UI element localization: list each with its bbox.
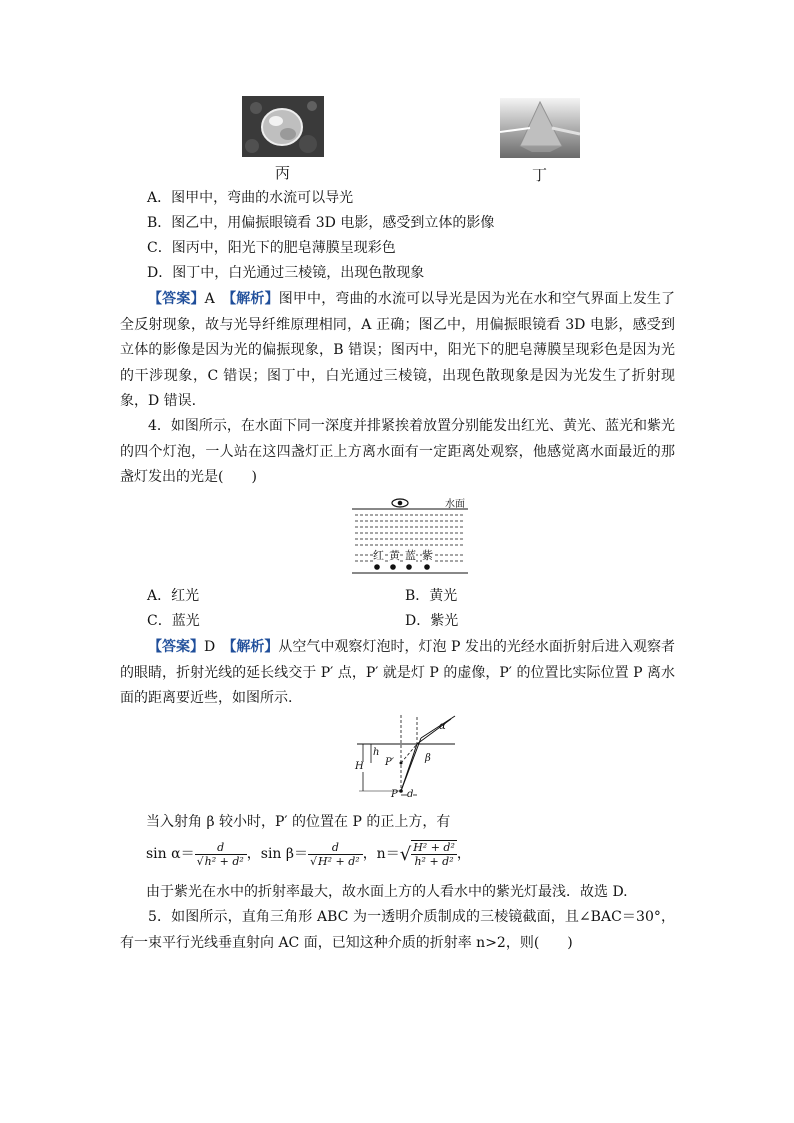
diagram-label-d: d [407,789,414,800]
fraction-2: $\frac{d}{\text{√H² + d²}}$ [308,841,363,868]
water-surface-label: 水面 [445,499,465,510]
q3-option-d: D．图丁中，白光通过三棱镜，出现色散现象 [147,265,425,281]
q3-answer: A [204,291,215,307]
prism-photo [500,98,580,158]
eye-icon [390,497,410,509]
formula-sin-alpha: sin α＝ [146,846,195,862]
diagram-label-beta: β [425,753,431,764]
caption-bing: 丙 [275,164,291,182]
answer-tag: 【答案】 [148,639,205,655]
prism-icon [500,98,580,158]
formula-n: ，n＝ [362,846,400,862]
q3-option-a: A．图甲中，弯曲的水流可以导光 [147,190,354,206]
bulb-label-purple: 紫 [422,549,433,562]
refraction-formula: sin α＝ $\frac{d}{\text{√h² + d²}}$ ，sin β＝ $\frac{d}{\text{√H² + d²}}$ ，n＝√ $\frac{\text{H² + d²}}{\text{h² + d²}}$ ， [146,840,471,868]
formula-sin-beta: ，sin β＝ [246,846,308,862]
bulb-label-yellow: 黄 [389,549,400,562]
soap-bubble-icon [242,96,324,157]
q5-stem: 5．如图所示，直角三角形 ABC 为一透明介质制成的三棱镜截面，且∠BAC＝30°，有一束平行光线垂直射向 AC 面，已知这种介质的折射率 n>2，则( ) [120,909,675,951]
q4-conclusion: 由于紫光在水中的折射率最大，故水面上方的人看水中的紫光灯最浅．故选 D. [146,884,628,900]
water-bulbs-figure [350,493,470,575]
fraction-1: $\frac{d}{\text{√h² + d²}}$ [195,841,247,868]
bulb-label-red: 红 [373,549,384,562]
fraction-3: $\frac{\text{H² + d²}}{\text{h² + d²}}$ [413,841,455,868]
q4-answer-analysis [120,635,675,712]
q4-option-b: B．黄光 [405,588,458,604]
q3-option-b: B．图乙中，用偏振眼镜看 3D 电影，感受到立体的影像 [147,215,495,231]
q4-option-d: D．紫光 [405,613,459,629]
q4-answer: D [204,639,216,655]
q4-analysis: 从空气中观察灯泡时，灯泡 P 发出的光经水面折射后进入观察者的眼睛，折射光线的延长线交于 P′ 点，P′ 就是灯 P 的虚像，P′ 的位置比实际位置 P 离水面的距离要近些，如图所示. [120,639,676,707]
q3-answer-analysis [120,287,675,415]
soap-bubble-photo [242,96,324,157]
q3-analysis: 图甲中，弯曲的水流可以导光是因为光在水和空气界面上发生了全反射现象，故与光导纤维原理相同，A 正确；图乙中，用偏振眼镜看 3D 电影，感受到立体的影像是因为光的偏振现象，B 错误；图丙中，阳光下的肥皂薄膜呈现彩色是因为光的干涉现象，C 错误；图丁中，白光通过三棱镜，出现色散现象是因为光发生了折射现象，D 错误. [120,291,676,410]
refraction-diagram [355,713,465,803]
bulb-label-blue: 蓝 [405,549,416,562]
q4-stem: 4．如图所示，在水面下同一深度并排紧挨着放置分别能发出红光、黄光、蓝光和紫光的四个灯泡，一人站在这四盏灯正上方离水面有一定距离处观察，他感觉离水面最近的那盏灯发出的光是( ) [120,418,675,486]
diagram-label-alpha: α [439,721,446,732]
q4-line1: 当入射角 β 较小时，P′ 的位置在 P 的正上方，有 [146,814,451,830]
q3-option-c: C．图丙中，阳光下的肥皂薄膜呈现彩色 [147,240,396,256]
diagram-label-P: P [391,789,398,800]
formula-tail: ， [456,846,471,862]
q4-option-c: C．蓝光 [147,613,200,629]
diagram-label-H: H [355,761,364,772]
diagram-label-P-prime: P′ [385,757,394,768]
answer-tag: 【答案】 [148,291,205,307]
caption-ding: 丁 [532,166,548,184]
analysis-tag: 【解析】 [229,639,279,655]
diagram-label-h: h [373,747,380,758]
analysis-tag: 【解析】 [229,291,279,307]
q4-option-a: A．红光 [147,588,200,604]
